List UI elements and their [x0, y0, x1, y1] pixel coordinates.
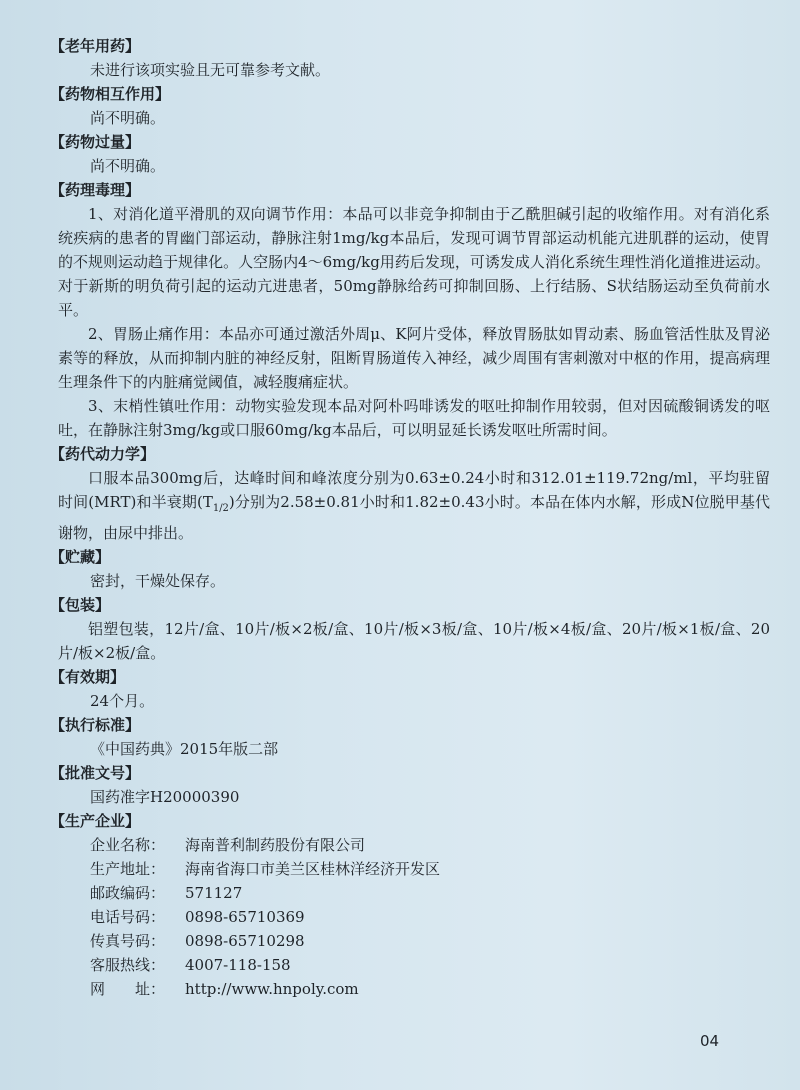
- manufacturer-value: 4007-118-158: [185, 956, 291, 974]
- manufacturer-value: 0898-65710369: [185, 908, 305, 926]
- section-title-manufacturer: 【生产企业】: [50, 812, 141, 830]
- manufacturer-row-address: [50, 857, 770, 881]
- section-title-storage: 【贮藏】: [50, 548, 111, 566]
- section-text-interaction: 尚不明确。: [90, 109, 166, 127]
- section-title-package: 【包装】: [50, 596, 111, 614]
- pharmacology-paragraph-2: 2、胃肠止痛作用：本品亦可通过激活外周μ、K阿片受体，释放胃肠肽如胃动素、肠血管活性肽及胃泌素等的释放，从而抑制内脏的神经反射，阻断胃肠道传入神经，减少周围有害刺激对中枢的作用，提高病理生理条件下的内脏痛觉阈值，减轻腹痛症状。: [58, 325, 770, 391]
- section-text-package: 铝塑包装，12片/盒、10片/板×2板/盒、10片/板×3板/盒、10片/板×4板/盒、20片/板×1板/盒、20片/板×2板/盒。: [58, 620, 770, 662]
- section-text-storage: 密封，干燥处保存。: [90, 572, 226, 590]
- leaflet-content: [50, 34, 770, 1001]
- section-title-interaction: 【药物相互作用】: [50, 85, 171, 103]
- manufacturer-label: 网 址：: [90, 980, 166, 998]
- manufacturer-label: 传真号码：: [90, 932, 166, 950]
- manufacturer-row-hotline: [50, 953, 770, 977]
- section-title-pharmacokinetics: 【药代动力学】: [50, 445, 156, 463]
- manufacturer-label: 生产地址：: [90, 860, 166, 878]
- manufacturer-label: 电话号码：: [90, 908, 166, 926]
- manufacturer-label: 客服热线：: [90, 956, 166, 974]
- page-number: 04: [700, 1032, 720, 1050]
- pharmacology-paragraph-1: 1、对消化道平滑肌的双向调节作用：本品可以非竞争抑制由于乙酰胆碱引起的收缩作用。对有消化系统疾病的患者的胃幽门部运动，静脉注射1mg/kg本品后，发现可调节胃部运动机能亢进肌群的运动，使胃的不规则运动趋于规律化。人空肠内4～6mg/kg用药后发现，可诱发成人消化系统生理性消化道推进运动。对于新斯的明负荷引起的运动亢进患者，50mg静脉给药可抑制回肠、上行结肠、S状结肠运动至负荷前水平。: [58, 205, 770, 319]
- section-title-pharmacology: 【药理毒理】: [50, 181, 141, 199]
- manufacturer-info: [50, 833, 770, 1001]
- pharmacokinetics-text: [50, 466, 770, 545]
- pharmacokinetics-text-b: )分别为2.58±0.81小时和1.82±0.43小时。本品在体内水解，形成N位脱甲基代谢物，由尿中排出。: [58, 493, 770, 542]
- section-title-standard: 【执行标准】: [50, 716, 141, 734]
- section-text-validity: 24个月。: [90, 692, 155, 710]
- section-title-validity: 【有效期】: [50, 668, 126, 686]
- section-text-overdose: 尚不明确。: [90, 157, 166, 175]
- section-text-approval: 国药准字H20000390: [90, 788, 240, 806]
- manufacturer-value: 571127: [185, 884, 243, 902]
- website-link[interactable]: http://www.hnpoly.com: [185, 980, 359, 998]
- manufacturer-value: 0898-65710298: [185, 932, 305, 950]
- half-life-subscript: 1/2: [212, 503, 229, 514]
- manufacturer-value: 海南省海口市美兰区桂林洋经济开发区: [185, 860, 441, 878]
- section-text-elderly: 未进行该项实验且无可靠参考文献。: [90, 61, 331, 79]
- section-title-elderly: 【老年用药】: [50, 37, 141, 55]
- section-title-overdose: 【药物过量】: [50, 133, 141, 151]
- manufacturer-label: 企业名称：: [90, 836, 166, 854]
- manufacturer-row-website: [50, 977, 770, 1001]
- section-title-approval: 【批准文号】: [50, 764, 141, 782]
- pharmacology-paragraph-3: 3、末梢性镇吐作用：动物实验发现本品对阿朴吗啡诱发的呕吐抑制作用较弱，但对因硫酸铜诱发的呕吐，在静脉注射3mg/kg或口服60mg/kg本品后，可以明显延长诱发呕吐所需时间。: [58, 397, 770, 439]
- manufacturer-label: 邮政编码：: [90, 884, 166, 902]
- manufacturer-value: 海南普利制药股份有限公司: [185, 836, 366, 854]
- manufacturer-row-fax: [50, 929, 770, 953]
- manufacturer-row-phone: [50, 905, 770, 929]
- section-text-standard: 《中国药典》2015年版二部: [90, 740, 279, 758]
- manufacturer-row-name: [50, 833, 770, 857]
- pharmacokinetics-text-a: 口服本品300mg后，达峰时间和峰浓度分别为0.63±0.24小时和312.01±119.72ng/ml，平均驻留时间(MRT)和半衰期(T: [58, 469, 770, 511]
- manufacturer-row-postcode: [50, 881, 770, 905]
